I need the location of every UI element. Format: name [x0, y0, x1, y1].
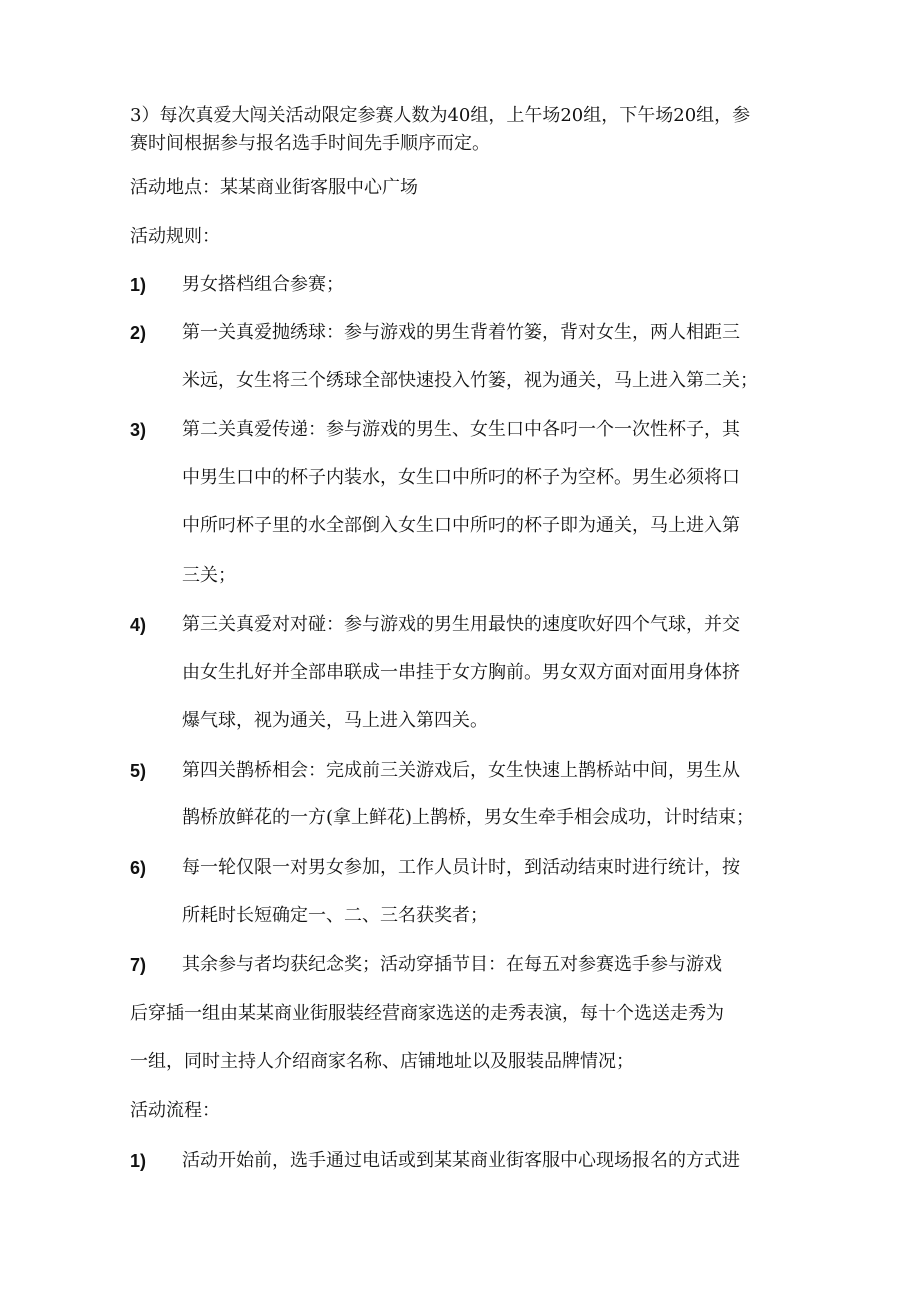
rule-7-line-1: 其余参与者均获纪念奖；活动穿插节目：在每五对参赛选手参与游戏: [182, 954, 722, 975]
rule-number: 7): [130, 955, 147, 975]
rule-2-line-2: 米远，女生将三个绣球全部快速投入竹篓，视为通关，马上进入第二关；: [182, 370, 758, 391]
rule-number: 6): [130, 858, 147, 878]
rule-3-line-2: 中男生口中的杯子内装水，女生口中所叼的杯子为空杯。男生必须将口: [182, 467, 740, 488]
rule-4-line-3: 爆气球，视为通关，马上进入第四关。: [182, 710, 488, 731]
rule-5-line-2: 鹊桥放鲜花的一方(拿上鲜花)上鹊桥，男女生牵手相会成功，计时结束；: [182, 807, 755, 828]
rule-3-line-3: 中所叼杯子里的水全部倒入女生口中所叼的杯子即为通关，马上进入第: [182, 515, 740, 536]
rule-7-continuation-1: 后穿插一组由某某商业街服装经营商家选送的走秀表演，每十个选送走秀为: [130, 1003, 724, 1024]
process-1-line-1: 活动开始前，选手通过电话或到某某商业街客服中心现场报名的方式进: [182, 1150, 740, 1171]
rule-2-line-1: 第一关真爱抛绣球：参与游戏的男生背着竹篓，背对女生，两人相距三: [182, 322, 740, 343]
rule-6-line-1: 每一轮仅限一对男女参加，工作人员计时，到活动结束时进行统计，按: [182, 857, 740, 878]
intro-line-2: 赛时间根据参与报名选手时间先手顺序而定。: [130, 133, 490, 154]
rule-3-line-4: 三关；: [182, 565, 236, 586]
rule-number: 4): [130, 615, 147, 635]
activity-location: 活动地点：某某商业街客服中心广场: [130, 177, 418, 198]
rules-heading: 活动规则：: [130, 226, 220, 247]
rule-number: 2): [130, 323, 147, 343]
process-number: 1): [130, 1151, 147, 1171]
rule-3-line-1: 第二关真爱传递：参与游戏的男生、女生口中各叼一个一次性杯子，其: [182, 419, 740, 440]
rule-number: 3): [130, 420, 147, 440]
rule-4-line-2: 由女生扎好并全部串联成一串挂于女方胸前。男女双方面对面用身体挤: [182, 662, 740, 683]
intro-line-1: 3）每次真爱大闯关活动限定参赛人数为40组，上午场20组，下午场20组，参: [130, 105, 751, 126]
rule-number: 5): [130, 761, 147, 781]
rule-5-line-1: 第四关鹊桥相会：完成前三关游戏后，女生快速上鹊桥站中间，男生从: [182, 760, 740, 781]
rule-4-line-1: 第三关真爱对对碰：参与游戏的男生用最快的速度吹好四个气球，并交: [182, 614, 740, 635]
process-heading: 活动流程：: [130, 1100, 220, 1121]
rule-number: 1): [130, 275, 147, 295]
rule-7-continuation-2: 一组，同时主持人介绍商家名称、店铺地址以及服装品牌情况；: [130, 1051, 634, 1072]
rule-6-line-2: 所耗时长短确定一、二、三名获奖者；: [182, 905, 488, 926]
rule-1-line-1: 男女搭档组合参赛；: [182, 274, 344, 295]
